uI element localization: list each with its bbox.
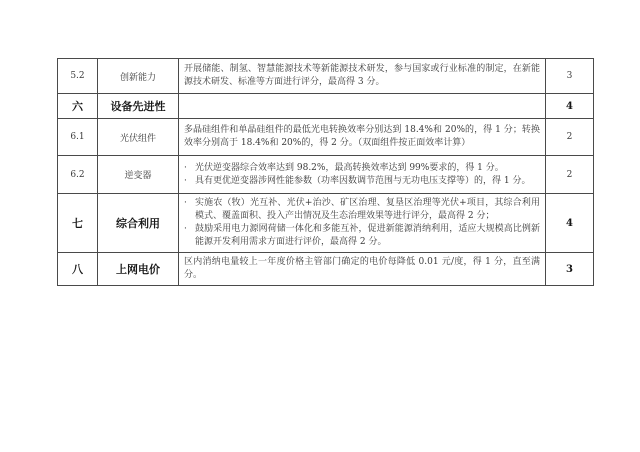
item-number-cell: 八 (58, 253, 98, 286)
item-number-cell: 5.2 (58, 59, 98, 94)
item-number-cell: 七 (58, 194, 98, 253)
item-number-cell: 6.2 (58, 156, 98, 194)
criteria-text: 区内消纳电量较上一年度价格主管部门确定的电价每降低 0.01 元/度，得 1 分，直至满分。 (184, 257, 540, 280)
item-name-cell: 综合利用 (98, 194, 179, 253)
criteria-text: 开展储能、制氢、智慧能源技术等新能源技术研发，参与国家或行业标准的制定，在新能源技术研发、标准等方面进行评分，最高得 3 分。 (184, 64, 540, 87)
criteria-bullet (184, 197, 540, 223)
criteria-text: 实施农（牧）光互补、光伏+治沙、矿区治理、复垦区治理等光伏+项目，其综合利用模式、覆盖面积、投入产出情况及生态治理效果等进行评分，最高得 2 分； (195, 198, 540, 221)
item-criteria-cell (179, 94, 546, 119)
item-name-cell: 上网电价 (98, 253, 179, 286)
item-score-cell: 4 (546, 94, 594, 119)
item-name-cell: 设备先进性 (98, 94, 179, 119)
item-score-cell: 3 (546, 59, 594, 94)
item-name-cell: 逆变器 (98, 156, 179, 194)
item-score-cell: 3 (546, 253, 594, 286)
bullet-marker: · (184, 198, 187, 208)
bullet-marker: · (184, 175, 187, 186)
item-criteria-cell (179, 119, 546, 156)
bullet-marker: · (184, 162, 187, 173)
item-criteria-cell (179, 194, 546, 253)
criteria-bullet (184, 175, 540, 188)
table-row (58, 59, 594, 94)
item-criteria-cell (179, 59, 546, 94)
criteria-text: 鼓励采用电力源网荷储一体化和多能互补，促进新能源消纳利用，适应大规模高比例新能源开发利用需求方面进行评价，最高得 2 分。 (195, 224, 540, 247)
criteria-bullet (184, 223, 540, 249)
bullet-marker: · (184, 224, 187, 234)
table-row (58, 156, 594, 194)
item-criteria-cell (179, 253, 546, 286)
item-name-cell: 创新能力 (98, 59, 179, 94)
criteria-bullet (184, 162, 540, 175)
item-name-cell: 光伏组件 (98, 119, 179, 156)
item-number-cell: 6.1 (58, 119, 98, 156)
table-row (58, 119, 594, 156)
criteria-text: 具有更优逆变器涉网性能参数（功率因数调节范围与无功电压支撑等）的，得 1 分。 (195, 175, 531, 186)
item-number-cell: 六 (58, 94, 98, 119)
criteria-text: 多晶硅组件和单晶硅组件的最低光电转换效率分别达到 18.4%和 20%的，得 1 分；转换效率分别高于 18.4%和 20%的，得 2 分。（双面组件按正面效率计算） (184, 125, 540, 148)
table-row (58, 194, 594, 253)
item-criteria-cell (179, 156, 546, 194)
item-score-cell: 4 (546, 194, 594, 253)
scoring-table (57, 58, 594, 286)
table-row (58, 94, 594, 119)
table-row (58, 253, 594, 286)
item-score-cell: 2 (546, 119, 594, 156)
item-score-cell: 2 (546, 156, 594, 194)
criteria-text: 光伏逆变器综合效率达到 98.2%，最高转换效率达到 99%要求的，得 1 分。 (195, 162, 504, 173)
